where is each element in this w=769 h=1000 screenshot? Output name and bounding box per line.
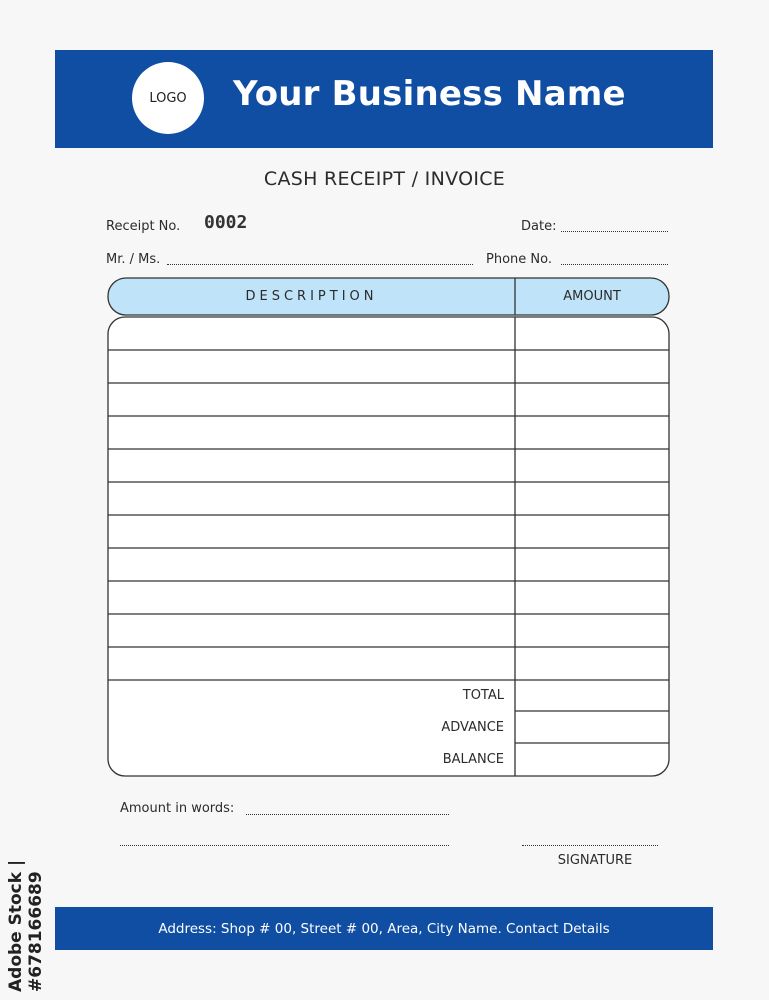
- receipt-number-label: Receipt No.: [106, 219, 181, 234]
- signature-label: SIGNATURE: [557, 853, 633, 868]
- signature-line[interactable]: [522, 845, 658, 846]
- footer-address: Address: Shop # 00, Street # 00, Area, City Name. Contact Details: [158, 920, 610, 937]
- amount-in-words-line-2[interactable]: [120, 845, 449, 846]
- logo-text: LOGO: [149, 90, 187, 106]
- stock-watermark-id: Adobe Stock | #678166689: [6, 859, 46, 992]
- table-body-outline: [108, 317, 669, 776]
- business-name: Your Business Name: [233, 74, 626, 114]
- total-label: TOTAL: [462, 688, 504, 703]
- description-header: DESCRIPTION: [245, 289, 378, 304]
- balance-label: BALANCE: [442, 752, 504, 767]
- amount-in-words-line[interactable]: [246, 814, 449, 815]
- footer-banner: [55, 907, 713, 950]
- amount-header: AMOUNT: [563, 289, 621, 304]
- document-title: CASH RECEIPT / INVOICE: [263, 168, 506, 190]
- phone-number-label: Phone No.: [486, 252, 552, 267]
- customer-name-label: Mr. / Ms.: [106, 252, 161, 267]
- date-label: Date:: [521, 219, 557, 234]
- advance-label: ADVANCE: [441, 720, 504, 735]
- receipt-number-value: 0002: [204, 212, 248, 233]
- amount-in-words-label: Amount in words:: [120, 801, 235, 816]
